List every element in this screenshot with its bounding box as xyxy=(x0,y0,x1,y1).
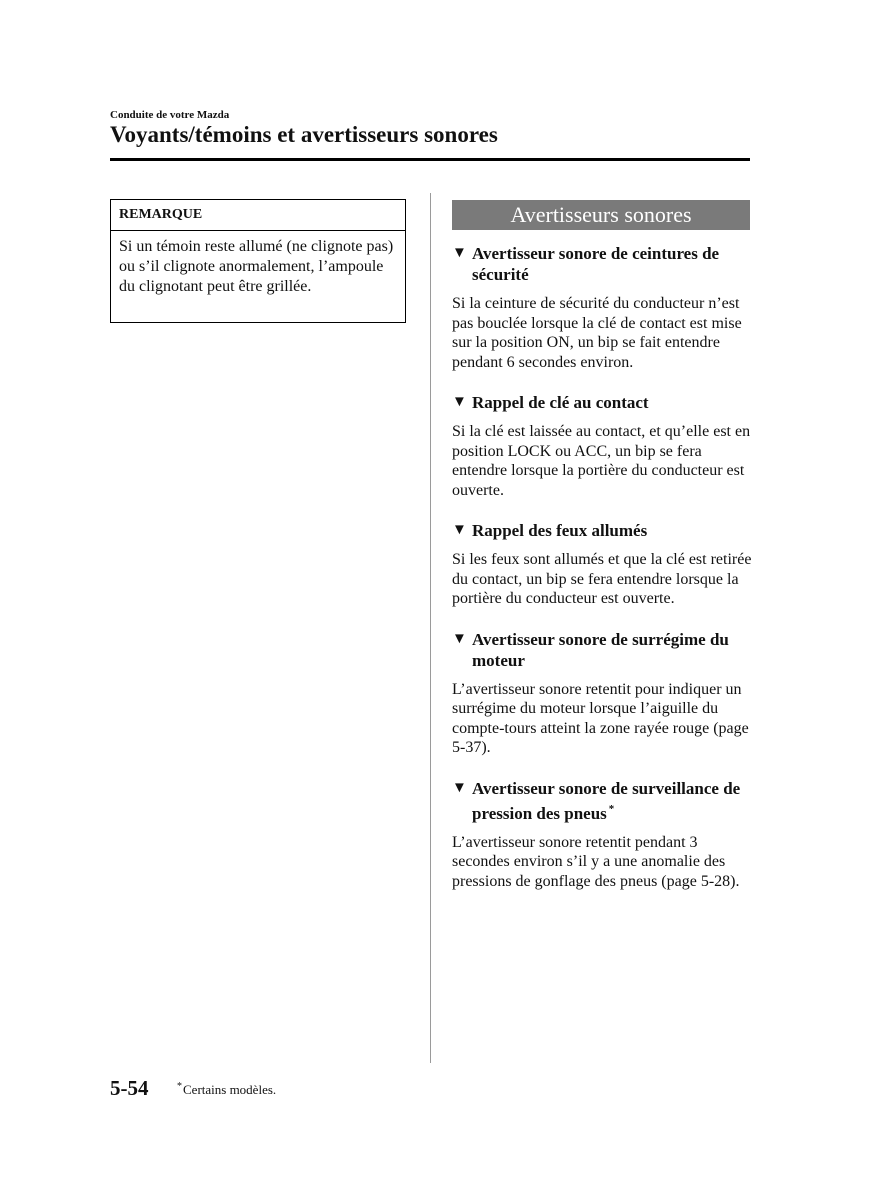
subsection-heading: Avertisseur sonore de surrégime du moteur xyxy=(472,629,729,670)
subsection-heading: Avertisseur sonore de surveillance de pression des pneus xyxy=(472,778,741,823)
subsection-lights-on-reminder xyxy=(452,520,752,609)
subsection-text: Si les feux sont allumés et que la clé est retirée du contact, un bip se fera entendre lorsque la portière du conducteur est ouverte. xyxy=(452,551,752,607)
note-heading: REMARQUE xyxy=(111,200,405,231)
header-rule xyxy=(110,158,750,161)
subsection-text: Si la clé est laissée au contact, et qu’elle est en position LOCK ou ACC, un bip se fera entendre lorsque la portière du conducteur est ouverte. xyxy=(452,423,751,499)
section-content xyxy=(452,243,752,911)
footnote-text: Certains modèles. xyxy=(183,1082,277,1097)
subsection-seatbelt-chime xyxy=(452,243,752,372)
triangle-bullet-icon: ▼ xyxy=(452,245,467,261)
subsection-text: L’avertisseur sonore retentit pendant 3 secondes environ s’il y a une anomalie des pressions de gonflage des pneus (page 5-28). xyxy=(452,833,740,890)
triangle-bullet-icon: ▼ xyxy=(452,630,467,647)
subsection-text: Si la ceinture de sécurité du conducteur n’est pas bouclée lorsque la clé de contact est mise sur la position ON, un bip se fait entendre pendant 6 secondes environ. xyxy=(452,295,742,371)
page-title: Voyants/témoins et avertisseurs sonores xyxy=(110,122,498,147)
column-divider xyxy=(430,193,431,1063)
triangle-bullet-icon: ▼ xyxy=(452,779,467,796)
triangle-bullet-icon: ▼ xyxy=(452,394,467,410)
footnote xyxy=(177,1081,276,1098)
subsection-tire-pressure-chime xyxy=(452,778,752,892)
page-number: 5-54 xyxy=(110,1076,149,1100)
footnote-marker: * xyxy=(177,1081,182,1092)
subsection-key-reminder xyxy=(452,392,752,500)
subsection-text: L’avertisseur sonore retentit pour indiquer un surrégime du moteur lorsque l’aiguille du compte-tours atteint la zone rayée rouge (page 5-37). xyxy=(452,680,749,756)
triangle-bullet-icon: ▼ xyxy=(452,522,467,538)
note-text: Si un témoin reste allumé (ne clignote pas) ou s’il clignote anormalement, l’ampoule du clignotant peut être grillée. xyxy=(119,238,394,295)
note-box xyxy=(110,199,406,323)
subsection-heading: Avertisseur sonore de ceintures de sécurité xyxy=(472,244,720,284)
subsection-overrev-chime xyxy=(452,629,752,758)
subsection-heading: Rappel des feux allumés xyxy=(472,521,648,540)
asterisk-marker: * xyxy=(608,802,615,815)
section-title: Avertisseurs sonores xyxy=(452,200,750,230)
chapter-label: Conduite de votre Mazda xyxy=(110,109,230,121)
subsection-heading: Rappel de clé au contact xyxy=(472,393,649,412)
